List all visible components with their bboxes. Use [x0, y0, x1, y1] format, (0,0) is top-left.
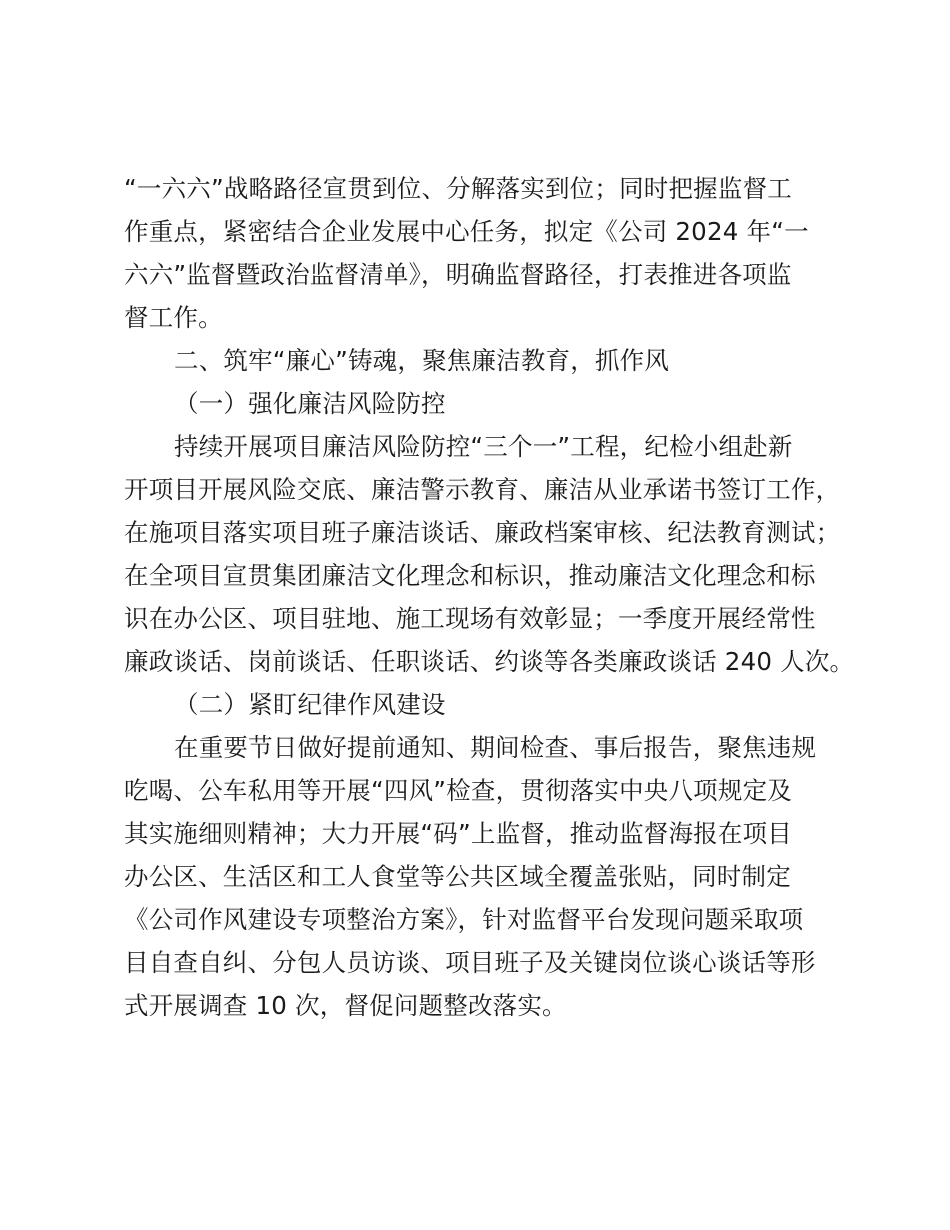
- body-text-line: 开项目开展风险交底、廉洁警示教育、廉洁从业承诺书签订工作，: [124, 475, 841, 504]
- paragraph-first-line: 持续开展项目廉洁风险防控“三个一”工程，纪检小组赴新: [174, 432, 793, 461]
- body-text-line: 督工作。: [124, 303, 223, 332]
- body-text-line: 在施项目落实项目班子廉洁谈话、廉政档案审核、纪法教育测试；: [124, 518, 841, 547]
- subsection-heading: （一）强化廉洁风险防控: [174, 389, 446, 418]
- paragraph-first-line: 在重要节日做好提前通知、期间检查、事后报告，聚焦违规: [174, 733, 817, 762]
- body-text-line: 式开展调查 10 次，督促问题整改落实。: [124, 991, 567, 1020]
- body-text-line: 办公区、生活区和工人食堂等公共区域全覆盖张贴，同时制定: [124, 862, 791, 891]
- body-text-line: 作重点，紧密结合企业发展中心任务，拟定《公司 2024 年“一: [124, 217, 809, 246]
- body-text-line: 六六”监督暨政治监督清单》，明确监督路径，打表推进各项监: [124, 260, 792, 289]
- subsection-heading: （二）紧盯纪律作风建设: [174, 690, 446, 719]
- document-body: [124, 167, 855, 1027]
- body-text-line: 在全项目宣贯集团廉洁文化理念和标识，推动廉洁文化理念和标: [124, 561, 816, 590]
- body-text-line: “一六六”战略路径宣贯到位、分解落实到位；同时把握监督工: [124, 174, 792, 203]
- body-text-line: 目自查自纠、分包人员访谈、项目班子及关键岗位谈心谈话等形: [124, 948, 816, 977]
- body-text-line: 其实施细则精神；大力开展“码”上监督，推动监督海报在项目: [124, 819, 792, 848]
- body-text-line: 识在办公区、项目驻地、施工现场有效彰显；一季度开展经常性: [124, 604, 816, 633]
- section-heading: 二、筑牢“廉心”铸魂，聚焦廉洁教育，抓作风: [174, 346, 670, 375]
- body-text-line: 吃喝、公车私用等开展“四风”检查，贯彻落实中央八项规定及: [124, 776, 792, 805]
- body-text-line: 廉政谈话、岗前谈话、任职谈话、约谈等各类廉政谈话 240 人次。: [124, 647, 855, 676]
- body-text-line: 《公司作风建设专项整治方案》，针对监督平台发现问题采取项: [124, 905, 804, 934]
